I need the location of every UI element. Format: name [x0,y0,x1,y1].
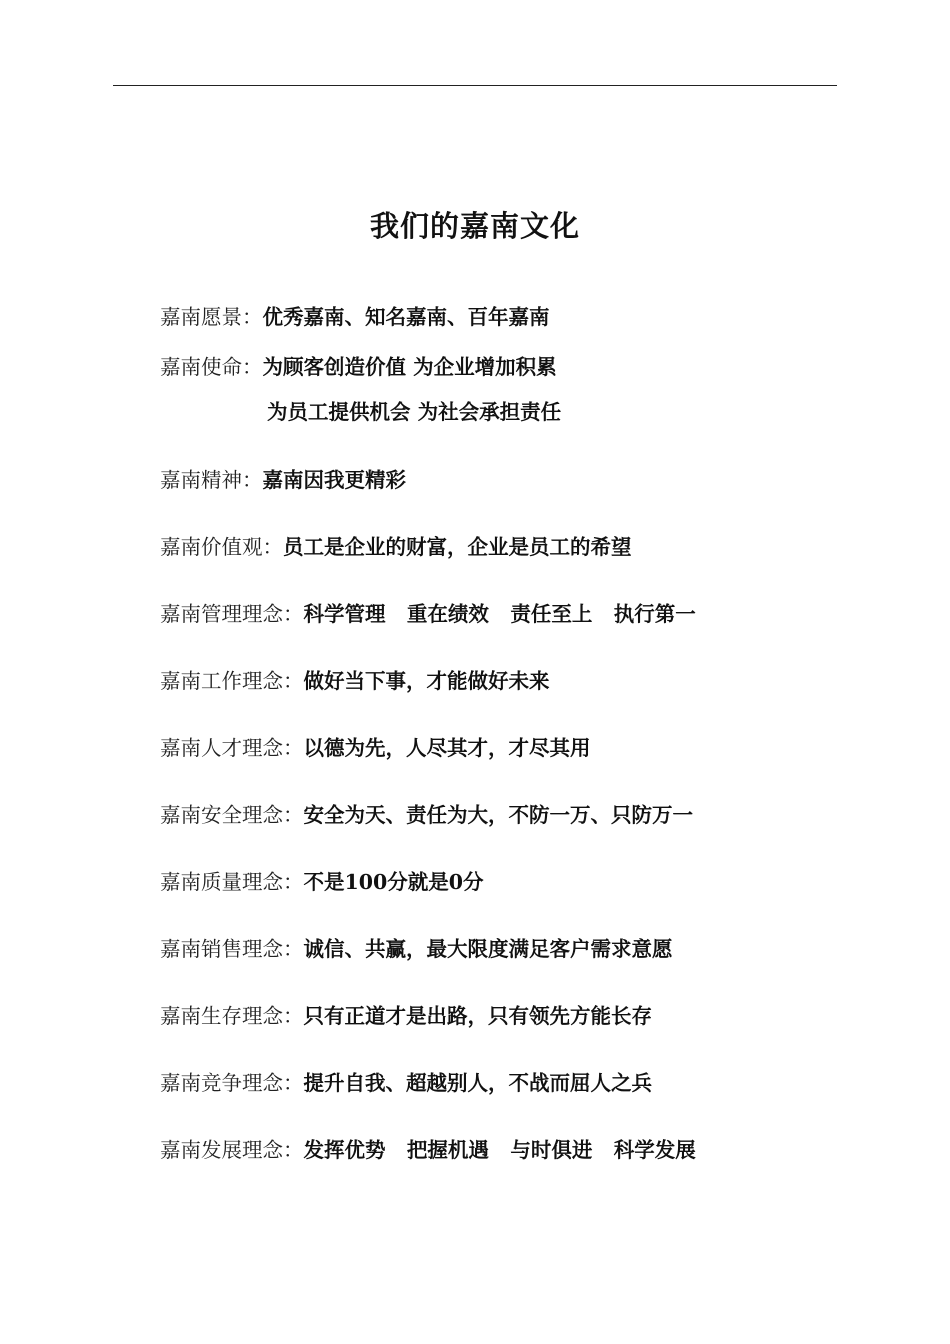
item-value: 只有正道才是出路，只有领先方能长存 [303,1004,652,1028]
item-value: 优秀嘉南、知名嘉南、百年嘉南 [262,305,550,329]
item-work [160,667,550,695]
item-value: 不是100分就是0分 [303,870,484,894]
item-label: 嘉南精神： [160,468,263,492]
document-title: 我们的嘉南文化 [369,209,580,243]
item-sales [160,935,673,963]
item-value: 诚信、共赢，最大限度满足客户需求意愿 [303,937,673,961]
item-value: 安全为天、责任为大，不防一万、只防万一 [303,803,693,827]
item-label: 嘉南管理理念： [160,602,304,626]
item-development [160,1136,696,1164]
item-talent [160,734,591,762]
item-label: 嘉南质量理念： [160,870,304,894]
item-quality [160,868,484,896]
item-competition [160,1069,652,1097]
item-label: 嘉南竞争理念： [160,1071,304,1095]
item-value: 发挥优势 把握机遇 与时俱进 科学发展 [303,1138,696,1162]
item-label: 嘉南生存理念： [160,1004,304,1028]
item-label: 嘉南安全理念： [160,803,304,827]
item-value: 提升自我、超越别人，不战而屈人之兵 [303,1071,652,1095]
item-value: 科学管理 重在绩效 责任至上 执行第一 [303,602,696,626]
item-mission [160,353,557,381]
item-label: 嘉南发展理念： [160,1138,304,1162]
item-management [160,600,696,628]
item-label: 嘉南工作理念： [160,669,304,693]
item-values [160,533,632,561]
item-label: 嘉南价值观： [160,535,283,559]
item-value: 嘉南因我更精彩 [262,468,406,492]
item-label: 嘉南愿景： [160,305,263,329]
item-vision [160,303,550,331]
item-value: 做好当下事，才能做好未来 [303,669,550,693]
item-label: 嘉南人才理念： [160,736,304,760]
item-survival [160,1002,652,1030]
item-spirit [160,466,406,494]
item-value: 以德为先，人尽其才，才尽其用 [303,736,591,760]
header-rule [113,85,837,86]
item-mission-continued: 为员工提供机会 为社会承担责任 [267,400,562,424]
item-safety [160,801,693,829]
item-value: 员工是企业的财富，企业是员工的希望 [283,535,632,559]
item-label: 嘉南使命： [160,355,263,379]
item-value: 为顾客创造价值 为企业增加积累 [262,355,557,379]
item-label: 嘉南销售理念： [160,937,304,961]
